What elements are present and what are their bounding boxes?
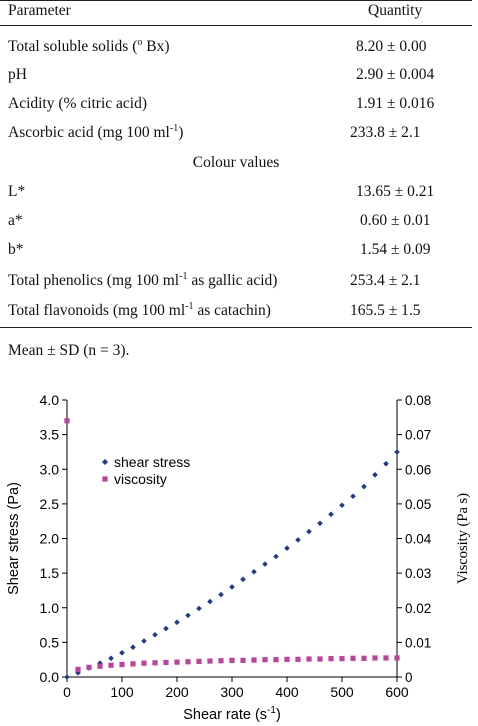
viscosity-point bbox=[328, 656, 333, 661]
shear-stress-point bbox=[317, 520, 323, 526]
legend-marker-viscosity bbox=[102, 476, 107, 481]
y-right-tick-label: 0.08 bbox=[405, 393, 432, 408]
viscosity-point bbox=[240, 658, 245, 663]
shear-stress-point bbox=[163, 626, 169, 632]
row-parameter: Acidity (% citric acid) bbox=[8, 95, 148, 112]
shear-stress-point bbox=[152, 632, 158, 638]
header-parameter: Parameter bbox=[8, 2, 71, 19]
shear-stress-point bbox=[141, 638, 147, 644]
row-parameter: Ascorbic acid (mg 100 $ml^{-1}$) bbox=[8, 123, 184, 141]
row-quantity: 253.4 ± 2.1 bbox=[350, 272, 421, 289]
shear-stress-point bbox=[339, 502, 345, 508]
viscosity-point bbox=[262, 657, 267, 662]
viscosity-point bbox=[317, 656, 322, 661]
table-footnote: Mean ± SD (n = 3). bbox=[8, 342, 130, 359]
x-tick-label: 400 bbox=[275, 684, 299, 700]
shear-stress-point bbox=[273, 554, 279, 560]
viscosity-point bbox=[174, 660, 179, 665]
shear-stress-point bbox=[284, 545, 290, 551]
table-row bbox=[0, 297, 472, 325]
y-right-tick-label: 0.05 bbox=[405, 496, 432, 512]
shear-stress-point bbox=[295, 537, 301, 543]
row-quantity: 165.5 ± 1.5 bbox=[350, 302, 421, 319]
viscosity-point bbox=[350, 656, 355, 661]
shear-stress-point bbox=[383, 461, 389, 467]
shear-stress-point bbox=[130, 644, 136, 650]
viscosity-point bbox=[284, 657, 289, 662]
x-tick-label: 100 bbox=[110, 684, 134, 700]
viscosity-point bbox=[339, 656, 344, 661]
row-quantity: 8.20 ± 0.00 bbox=[356, 38, 427, 55]
y-right-tick-label: 0.04 bbox=[405, 531, 432, 547]
y-left-axis-title: Shear stress (Pa) bbox=[6, 482, 22, 595]
table-row bbox=[0, 178, 472, 206]
shear-chart bbox=[0, 378, 478, 726]
table-bottom-rule bbox=[0, 327, 472, 328]
table-row bbox=[0, 119, 472, 147]
x-tick-label: 200 bbox=[165, 684, 189, 700]
chart-legend bbox=[102, 454, 190, 487]
viscosity-point bbox=[196, 659, 201, 664]
viscosity-point bbox=[152, 660, 157, 665]
row-parameter: L* bbox=[8, 183, 26, 200]
y-left-tick-label: 0.0 bbox=[39, 669, 59, 685]
row-parameter: Total phenolics (mg 100 $ml^{-1}$ as gallic acid) bbox=[8, 271, 278, 289]
legend-marker-shear-stress bbox=[102, 459, 108, 465]
shear-stress-point bbox=[394, 449, 400, 455]
row-quantity: 1.54 ± 0.09 bbox=[360, 241, 431, 258]
row-quantity: 2.90 ± 0.004 bbox=[356, 66, 435, 83]
viscosity-point bbox=[130, 661, 135, 666]
row-parameter: pH bbox=[8, 66, 27, 83]
row-parameter: b* bbox=[8, 241, 24, 258]
viscosity-point bbox=[86, 665, 91, 670]
y-right-tick-label: 0.07 bbox=[405, 427, 432, 443]
legend-label: viscosity bbox=[114, 471, 167, 487]
viscosity-point bbox=[119, 662, 124, 667]
y-right-tick-label: 0.01 bbox=[405, 635, 432, 651]
viscosity-point bbox=[108, 663, 113, 668]
row-quantity: 13.65 ± 0.21 bbox=[356, 183, 435, 200]
shear-stress-point bbox=[229, 584, 235, 590]
shear-stress-point bbox=[196, 606, 202, 612]
viscosity-point bbox=[361, 656, 366, 661]
shear-stress-point bbox=[328, 511, 334, 517]
x-axis-title: Shear rate $(s^{-1})$ bbox=[183, 705, 281, 723]
viscosity-point bbox=[372, 655, 377, 660]
y-left-tick-label: 3.0 bbox=[39, 461, 59, 478]
viscosity-point bbox=[394, 655, 399, 660]
x-tick-label: 0 bbox=[63, 684, 71, 700]
table-row bbox=[0, 267, 472, 295]
x-tick-label: 300 bbox=[220, 684, 244, 700]
table-header-rule bbox=[0, 25, 472, 26]
viscosity-point bbox=[218, 658, 223, 663]
viscosity-point bbox=[273, 657, 278, 662]
shear-stress-point bbox=[185, 613, 191, 619]
table-row bbox=[0, 90, 472, 118]
table-row bbox=[0, 61, 472, 89]
y-left-tick-label: 3.5 bbox=[39, 426, 59, 443]
shear-stress-point bbox=[108, 656, 114, 662]
viscosity-point bbox=[295, 657, 300, 662]
shear-stress-point bbox=[207, 599, 213, 605]
y-right-tick-label: 0.03 bbox=[405, 566, 432, 582]
chart-ticks bbox=[40, 392, 432, 700]
y-right-tick-label: 0 bbox=[405, 670, 413, 685]
shear-stress-point bbox=[119, 650, 125, 656]
row-quantity: 1.91 ± 0.016 bbox=[356, 95, 435, 112]
table-row bbox=[0, 236, 472, 264]
y-left-tick-label: 1.0 bbox=[39, 599, 59, 616]
viscosity-point bbox=[185, 659, 190, 664]
row-parameter: Total soluble solids ($^o$ Bx) bbox=[8, 37, 170, 55]
header-quantity: Quantity bbox=[368, 2, 423, 19]
viscosity-point bbox=[251, 657, 256, 662]
shear-stress-point bbox=[218, 592, 224, 598]
viscosity-point bbox=[163, 660, 168, 665]
shear-stress-point bbox=[306, 529, 312, 535]
row-quantity: 233.8 ± 2.1 bbox=[350, 124, 421, 141]
shear-stress-point bbox=[372, 472, 378, 478]
shear-stress-point bbox=[251, 569, 257, 575]
x-tick-label: 600 bbox=[385, 684, 409, 700]
shear-stress-point bbox=[262, 561, 268, 567]
table-row bbox=[0, 33, 472, 61]
y-right-tick-label: 0.06 bbox=[405, 462, 432, 478]
viscosity-point bbox=[75, 667, 80, 672]
y-left-tick-label: 1.5 bbox=[39, 565, 59, 582]
y-left-tick-label: 4.0 bbox=[39, 392, 59, 408]
table-header-row bbox=[0, 0, 472, 25]
row-quantity: 0.60 ± 0.01 bbox=[360, 212, 431, 229]
legend-label: shear stress bbox=[114, 454, 191, 470]
row-parameter: a* bbox=[8, 212, 23, 229]
shear-stress-point bbox=[240, 577, 246, 583]
shear-stress-point bbox=[174, 619, 180, 625]
viscosity-point bbox=[207, 658, 212, 663]
viscosity-point bbox=[141, 661, 146, 666]
y-right-tick-label: 0.02 bbox=[405, 600, 432, 616]
y-right-axis-title: Viscosity (Pa s) bbox=[455, 493, 471, 584]
x-tick-label: 500 bbox=[330, 684, 354, 700]
y-left-tick-label: 0.5 bbox=[39, 634, 59, 651]
shear-stress-point bbox=[350, 493, 356, 499]
chart-axes bbox=[67, 400, 397, 677]
viscosity-point bbox=[229, 658, 234, 663]
table-row bbox=[0, 207, 472, 235]
viscosity-point bbox=[306, 656, 311, 661]
shear-stress-point bbox=[64, 674, 70, 680]
row-parameter: Total flavonoids (mg 100 $ml^{-1}$ as catachin) bbox=[8, 301, 271, 319]
y-left-tick-label: 2.0 bbox=[39, 530, 59, 547]
y-left-tick-label: 2.5 bbox=[39, 495, 59, 512]
viscosity-point bbox=[383, 655, 388, 660]
viscosity-point bbox=[97, 664, 102, 669]
viscosity-point bbox=[64, 418, 69, 423]
section-label-colour-values: Colour values bbox=[192, 154, 280, 171]
shear-stress-point bbox=[361, 484, 367, 490]
